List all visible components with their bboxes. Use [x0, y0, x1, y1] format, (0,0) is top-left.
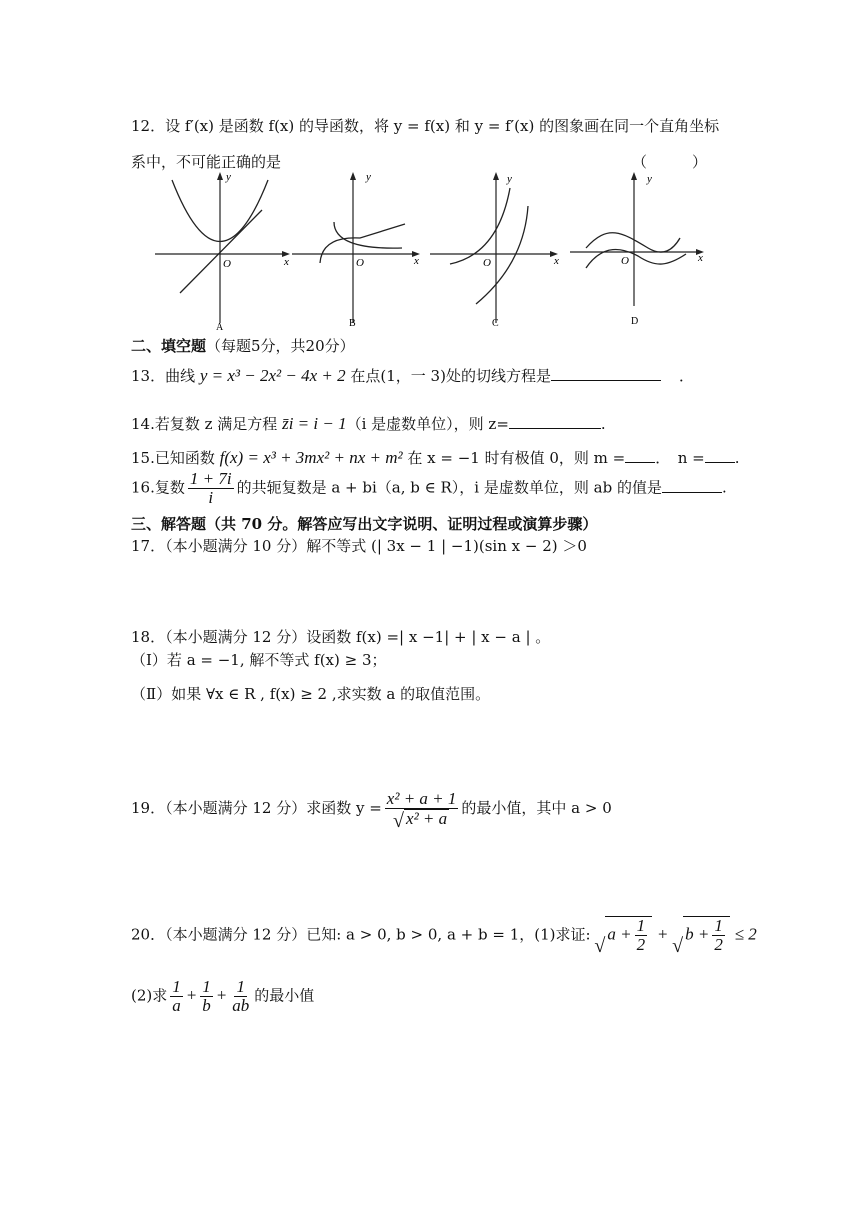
q16-pre: 16.复数 — [131, 478, 185, 497]
q15-mid2: ． n = — [655, 449, 705, 467]
graph-b-y-label: y — [366, 171, 371, 183]
q16-numerator: 1 + 7i — [189, 469, 232, 488]
q12-answer-paren: （ ） — [632, 153, 708, 171]
q14 — [131, 414, 606, 434]
q17-text: 17．（本小题满分 10 分）解不等式 (| 3x − 1 | −1)(sin x − 2) ＞0 — [131, 537, 587, 555]
q19-post: 的最小值，其中 a > 0 — [461, 799, 612, 817]
q12-line2: 系中，不可能正确的是 — [131, 153, 282, 171]
q16-post: 的共轭复数是 a + bi（a, b ∈ R），i 是虚数单位，则 ab 的值是 — [236, 478, 662, 497]
graph-a-y-label: y — [226, 171, 231, 183]
q15-m-blank[interactable] — [625, 462, 655, 463]
q15 — [131, 448, 740, 468]
section-2-heading — [131, 336, 355, 356]
graph-a — [150, 168, 300, 333]
graph-d-origin: O — [621, 255, 629, 267]
graph-a-label: A — [216, 322, 224, 333]
q13-pre: 13．曲线 — [131, 367, 200, 385]
q13-end: ． — [678, 367, 694, 385]
graph-d-x-label: x — [698, 252, 703, 264]
q16-answer-blank[interactable] — [662, 492, 722, 493]
graph-c-y-label: y — [507, 173, 512, 185]
q15-pre: 15.已知函数 — [131, 449, 220, 467]
q16-fraction — [188, 470, 234, 507]
graph-b — [290, 168, 430, 333]
q19-denominator-wrap — [392, 809, 451, 828]
q20-part2-post: 的最小值 — [254, 986, 315, 1005]
q14-end: . — [600, 415, 606, 433]
graph-c-origin: O — [483, 257, 491, 269]
graph-a-origin: O — [223, 258, 231, 270]
q15-n-blank[interactable] — [705, 462, 735, 463]
q13 — [131, 366, 694, 386]
q19 — [131, 790, 612, 828]
q19-pre: 19．（本小题满分 12 分）求函数 y = — [131, 799, 382, 817]
q15-mid: 在 x = −1 时有极值 0，则 m = — [402, 449, 626, 467]
q20-line1: 20．（本小题满分 12 分）已知: a > 0, b > 0, a + b = 1，(1)求证: √ a + $\frac{1}{2}$ + √ b + $\frac{1}{2}$ ≤ 2 — [131, 916, 757, 954]
q13-expr: y = x³ − 2x² − 4x + 2 — [199, 366, 346, 385]
q20-post: ≤ 2 — [734, 924, 757, 944]
graph-d — [568, 168, 718, 333]
q18-line2: （Ⅰ）若 a = −1, 解不等式 f(x) ≥ 3； — [131, 651, 387, 669]
q19-denominator: √ x² + a — [404, 809, 449, 828]
graph-c-label: C — [492, 318, 499, 329]
q20-sqrt-b: √ b + $\frac{1}{2}$ — [683, 916, 730, 954]
q20-line2: (2)求 $\frac{1}{a}$ + $\frac{1}{b}$ + $\frac{1}{ab}$ 的最小值 — [131, 977, 315, 1015]
section-3-title: 三、解答题（共 70 分。解答应写出文字说明、证明过程或演算步骤） — [131, 515, 598, 533]
graph-b-x-label: x — [414, 255, 419, 267]
q19-fraction — [385, 790, 459, 828]
section-2-title: 二、填空题 — [131, 337, 207, 355]
q15-end: . — [734, 449, 740, 467]
q13-post: 在点(1，一 3)处的切线方程是 — [345, 367, 551, 385]
graph-c-x-label: x — [554, 255, 559, 267]
q20-pre: 20．（本小题满分 12 分）已知: a > 0, b > 0, a + b = 1，(1)求证: — [131, 925, 591, 944]
graph-b-origin: O — [356, 257, 364, 269]
q16-denominator: i — [208, 488, 214, 507]
q20-sqrt-a: √ a + $\frac{1}{2}$ — [605, 916, 652, 954]
graph-c — [428, 168, 568, 333]
q20-part2-pre: (2)求 — [131, 986, 168, 1005]
q15-expr: f(x) = x³ + 3mx² + nx + m² — [219, 448, 403, 467]
q18-line1: 18．（本小题满分 12 分）设函数 f(x) =| x −1| + | x − a | 。 — [131, 628, 551, 646]
graph-b-label: B — [349, 318, 356, 329]
q16 — [131, 470, 727, 507]
q12-line1: 12．设 f′(x) 是函数 f(x) 的导函数，将 y = f(x) 和 y = f′(x) 的图象画在同一个直角坐标 — [131, 117, 720, 135]
q14-answer-blank[interactable] — [509, 428, 601, 429]
q14-expr: z̄i = i − 1 — [282, 414, 347, 433]
graph-a-x-label: x — [284, 256, 289, 268]
q16-end: . — [721, 478, 727, 497]
q19-numerator: x² + a + 1 — [386, 789, 457, 808]
graph-d-y-label: y — [647, 173, 652, 185]
q18-line3: （Ⅱ）如果 ∀x ∈ R , f(x) ≥ 2 ,求实数 a 的取值范围。 — [131, 685, 491, 703]
graph-d-label: D — [631, 316, 639, 327]
q14-pre: 14.若复数 z 满足方程 — [131, 415, 283, 433]
section-2-note: （每题5分，共20分） — [206, 337, 355, 355]
q14-post: （i 是虚数单位），则 z= — [346, 415, 509, 433]
q13-answer-blank[interactable] — [551, 380, 661, 381]
